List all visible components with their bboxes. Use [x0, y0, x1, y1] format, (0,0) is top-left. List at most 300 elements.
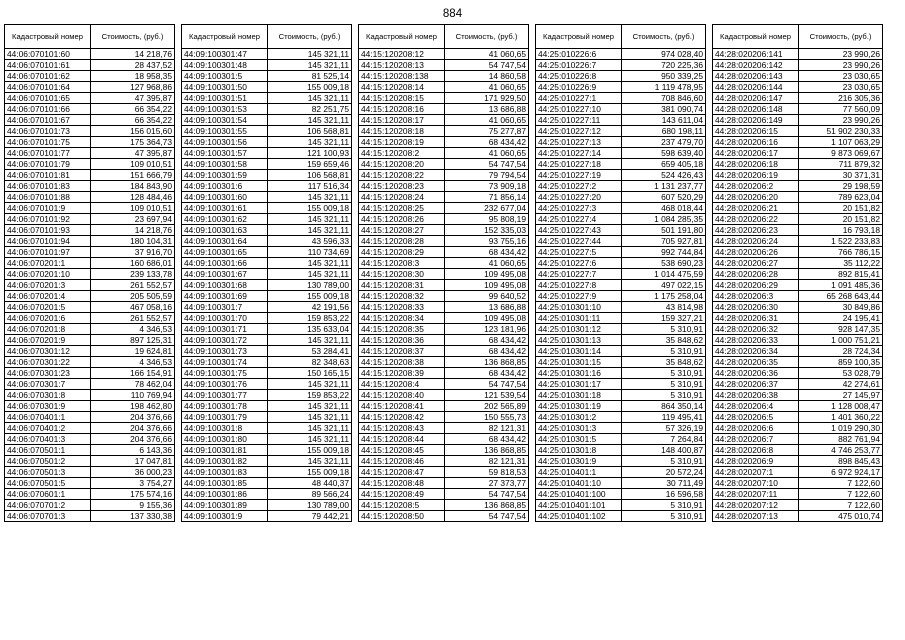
table-row	[5, 126, 175, 137]
table-row	[182, 302, 352, 313]
cost-cell: 47 395,87	[91, 148, 175, 159]
table-row	[5, 280, 175, 291]
table-row	[359, 269, 529, 280]
cadastral-number-cell: 44:25:010227:8	[536, 280, 622, 291]
table-row	[359, 181, 529, 192]
cadastral-number-cell: 44:09:100301:79	[182, 412, 268, 423]
cadastral-number-cell: 44:15:120208:30	[359, 269, 445, 280]
table-row	[182, 467, 352, 478]
cadastral-number-cell: 44:25:010227:9	[536, 291, 622, 302]
table-row	[182, 104, 352, 115]
cadastral-number-cell: 44:28:020206:7	[713, 434, 799, 445]
cadastral-number-cell: 44:09:100301:62	[182, 214, 268, 225]
cost-cell: 766 786,15	[799, 247, 883, 258]
cadastral-number-cell: 44:28:020206:18	[713, 159, 799, 170]
cadastral-number-cell: 44:09:100301:5	[182, 71, 268, 82]
cadastral-number-cell: 44:15:120208:3	[359, 258, 445, 269]
cadastral-number-cell: 44:06:070101:73	[5, 126, 91, 137]
cost-cell: 145 321,11	[268, 434, 352, 445]
table-row	[713, 467, 883, 478]
cost-cell: 5 310,91	[622, 511, 706, 522]
cadastral-number-cell: 44:06:070201:8	[5, 324, 91, 335]
cost-cell: 145 321,11	[268, 60, 352, 71]
table-row	[713, 456, 883, 467]
cadastral-number-cell: 44:15:120208:31	[359, 280, 445, 291]
cadastral-number-cell: 44:25:010301:11	[536, 313, 622, 324]
cadastral-number-cell: 44:15:120208:49	[359, 489, 445, 500]
cost-cell: 6 143,36	[91, 445, 175, 456]
cadastral-number-cell: 44:09:100301:76	[182, 379, 268, 390]
table-row	[182, 258, 352, 269]
cadastral-number-cell: 44:25:010301:10	[536, 302, 622, 313]
table-row	[359, 401, 529, 412]
table-row	[5, 324, 175, 335]
cost-cell: 607 520,29	[622, 192, 706, 203]
cost-cell: 35 848,62	[622, 335, 706, 346]
column-header-cost: Стоимость, (руб.)	[268, 25, 352, 49]
cadastral-number-cell: 44:06:070101:61	[5, 60, 91, 71]
cost-cell: 1 014 475,59	[622, 269, 706, 280]
cadastral-number-cell: 44:09:100301:69	[182, 291, 268, 302]
cadastral-number-cell: 44:28:020206:26	[713, 247, 799, 258]
table-row	[182, 412, 352, 423]
cadastral-number-cell: 44:06:070401:3	[5, 434, 91, 445]
cost-cell: 35 112,22	[799, 258, 883, 269]
cadastral-number-cell: 44:09:100301:86	[182, 489, 268, 500]
cadastral-number-cell: 44:25:010301:15	[536, 357, 622, 368]
table-row	[182, 214, 352, 225]
cadastral-table-2	[181, 24, 352, 522]
cadastral-number-cell: 44:06:070501:1	[5, 445, 91, 456]
cadastral-number-cell: 44:28:020207:11	[713, 489, 799, 500]
table-row	[359, 49, 529, 60]
table-row	[359, 214, 529, 225]
cadastral-number-cell: 44:15:120208:50	[359, 511, 445, 522]
cadastral-number-cell: 44:28:020206:143	[713, 71, 799, 82]
cost-cell: 7 122,60	[799, 500, 883, 511]
table-row	[359, 456, 529, 467]
cadastral-number-cell: 44:09:100301:66	[182, 258, 268, 269]
table-row	[5, 82, 175, 93]
cost-cell: 892 815,41	[799, 269, 883, 280]
table-row	[182, 368, 352, 379]
cadastral-number-cell: 44:25:010227:43	[536, 225, 622, 236]
cost-cell: 136 868,85	[445, 445, 529, 456]
cadastral-number-cell: 44:28:020207:10	[713, 478, 799, 489]
cost-cell: 3 754,27	[91, 478, 175, 489]
cost-cell: 109 495,08	[445, 313, 529, 324]
table-row	[359, 357, 529, 368]
cadastral-number-cell: 44:15:120208:40	[359, 390, 445, 401]
table-row	[359, 324, 529, 335]
table-row	[5, 368, 175, 379]
cadastral-number-cell: 44:25:010226:9	[536, 82, 622, 93]
cost-cell: 23 697,94	[91, 214, 175, 225]
cadastral-number-cell: 44:28:020206:2	[713, 181, 799, 192]
cost-cell: 155 009,18	[268, 291, 352, 302]
table-row	[359, 148, 529, 159]
cadastral-number-cell: 44:15:120208:35	[359, 324, 445, 335]
cost-cell: 145 321,11	[268, 137, 352, 148]
cadastral-number-cell: 44:06:070201:5	[5, 302, 91, 313]
cadastral-number-cell: 44:25:010301:8	[536, 445, 622, 456]
cadastral-number-cell: 44:15:120208:15	[359, 93, 445, 104]
cost-cell: 184 843,90	[91, 181, 175, 192]
table-row	[713, 225, 883, 236]
table-row	[713, 335, 883, 346]
cadastral-number-cell: 44:06:070201:9	[5, 335, 91, 346]
cost-cell: 110 769,94	[91, 390, 175, 401]
cost-cell: 53 028,79	[799, 368, 883, 379]
cost-cell: 66 354,22	[91, 104, 175, 115]
cost-cell: 53 284,41	[268, 346, 352, 357]
table-row	[5, 60, 175, 71]
table-row	[182, 390, 352, 401]
cost-cell: 789 623,04	[799, 192, 883, 203]
cost-cell: 145 321,11	[268, 225, 352, 236]
cost-cell: 468 018,44	[622, 203, 706, 214]
cadastral-number-cell: 44:28:020206:30	[713, 302, 799, 313]
cadastral-number-cell: 44:28:020206:148	[713, 104, 799, 115]
table-row	[182, 170, 352, 181]
table-row	[182, 313, 352, 324]
table-row	[5, 137, 175, 148]
table-row	[536, 401, 706, 412]
cost-cell: 497 022,15	[622, 280, 706, 291]
cost-cell: 9 873 069,67	[799, 148, 883, 159]
cadastral-number-cell: 44:15:120208:45	[359, 445, 445, 456]
column-header-cost: Стоимость, (руб.)	[799, 25, 883, 49]
table-row	[536, 412, 706, 423]
cadastral-number-cell: 44:28:020206:36	[713, 368, 799, 379]
cadastral-number-cell: 44:09:100301:75	[182, 368, 268, 379]
cadastral-number-cell: 44:06:070101:65	[5, 93, 91, 104]
cadastral-number-cell: 44:28:020206:142	[713, 60, 799, 71]
cadastral-number-cell: 44:28:020206:149	[713, 115, 799, 126]
table-row	[182, 357, 352, 368]
cadastral-number-cell: 44:06:070701:2	[5, 500, 91, 511]
table-row	[713, 82, 883, 93]
column-header-cadastral-number: Кадастровый номер	[182, 25, 268, 49]
cost-cell: 109 010,51	[91, 159, 175, 170]
cadastral-number-cell: 44:15:120208:48	[359, 478, 445, 489]
cadastral-number-cell: 44:06:070101:83	[5, 181, 91, 192]
table-row	[713, 258, 883, 269]
cost-cell: 974 028,40	[622, 49, 706, 60]
table-row	[182, 60, 352, 71]
table-row	[182, 181, 352, 192]
cost-cell: 928 147,35	[799, 324, 883, 335]
cadastral-number-cell: 44:15:120208:37	[359, 346, 445, 357]
table-row	[359, 302, 529, 313]
table-row	[536, 159, 706, 170]
cost-cell: 708 846,60	[622, 93, 706, 104]
table-row	[713, 148, 883, 159]
cadastral-number-cell: 44:28:020206:144	[713, 82, 799, 93]
cadastral-number-cell: 44:06:070201:3	[5, 280, 91, 291]
table-row	[5, 434, 175, 445]
table-row	[182, 500, 352, 511]
table-row	[182, 93, 352, 104]
table-row	[182, 434, 352, 445]
cost-cell: 135 633,04	[268, 324, 352, 335]
table-row	[713, 60, 883, 71]
cadastral-number-cell: 44:28:020206:9	[713, 456, 799, 467]
cadastral-number-cell: 44:06:070101:94	[5, 236, 91, 247]
table-row	[359, 225, 529, 236]
cadastral-number-cell: 44:15:120208:20	[359, 159, 445, 170]
table-row	[713, 192, 883, 203]
cadastral-number-cell: 44:15:120208:34	[359, 313, 445, 324]
table-row	[359, 71, 529, 82]
cost-cell: 14 860,58	[445, 71, 529, 82]
cost-cell: 538 690,23	[622, 258, 706, 269]
cost-cell: 71 856,14	[445, 192, 529, 203]
cost-cell: 106 568,81	[268, 126, 352, 137]
cost-cell: 57 326,19	[622, 423, 706, 434]
table-row	[713, 379, 883, 390]
cost-cell: 41 060,65	[445, 115, 529, 126]
table-row	[182, 456, 352, 467]
table-row	[536, 115, 706, 126]
cadastral-number-cell: 44:28:020206:38	[713, 390, 799, 401]
table-row	[5, 313, 175, 324]
table-row	[5, 115, 175, 126]
cadastral-number-cell: 44:28:020206:5	[713, 412, 799, 423]
cost-cell: 155 009,18	[268, 82, 352, 93]
cadastral-number-cell: 44:06:070101:88	[5, 192, 91, 203]
table-row	[536, 511, 706, 522]
table-row	[182, 82, 352, 93]
cadastral-number-cell: 44:15:120208:25	[359, 203, 445, 214]
cost-cell: 705 927,81	[622, 236, 706, 247]
cadastral-number-cell: 44:28:020206:15	[713, 126, 799, 137]
cadastral-number-cell: 44:06:070201:6	[5, 313, 91, 324]
cadastral-number-cell: 44:25:010227:3	[536, 203, 622, 214]
cadastral-number-cell: 44:15:120208:13	[359, 60, 445, 71]
cadastral-number-cell: 44:28:020206:17	[713, 148, 799, 159]
cost-cell: 180 104,31	[91, 236, 175, 247]
cadastral-number-cell: 44:09:100301:70	[182, 313, 268, 324]
cost-cell: 680 198,11	[622, 126, 706, 137]
column-header-cost: Стоимость, (руб.)	[622, 25, 706, 49]
table-row	[713, 203, 883, 214]
table-row	[536, 368, 706, 379]
table-row	[359, 280, 529, 291]
cost-cell: 5 310,91	[622, 456, 706, 467]
cost-cell: 68 434,42	[445, 137, 529, 148]
cost-cell: 7 264,84	[622, 434, 706, 445]
cost-cell: 82 251,75	[268, 104, 352, 115]
cost-cell: 82 121,31	[445, 423, 529, 434]
cost-cell: 175 574,16	[91, 489, 175, 500]
cost-cell: 4 346,53	[91, 324, 175, 335]
cadastral-number-cell: 44:28:020206:34	[713, 346, 799, 357]
cost-cell: 117 516,34	[268, 181, 352, 192]
cadastral-number-cell: 44:09:100301:68	[182, 280, 268, 291]
table-header-row	[713, 25, 883, 49]
cost-cell: 137 330,38	[91, 511, 175, 522]
cadastral-number-cell: 44:09:100301:82	[182, 456, 268, 467]
table-row	[536, 60, 706, 71]
cadastral-number-cell: 44:09:100301:58	[182, 159, 268, 170]
table-row	[713, 49, 883, 60]
cadastral-number-cell: 44:06:070501:2	[5, 456, 91, 467]
table-row	[536, 93, 706, 104]
table-row	[5, 236, 175, 247]
table-row	[713, 390, 883, 401]
table-row	[182, 137, 352, 148]
cadastral-number-cell: 44:09:100301:65	[182, 247, 268, 258]
cadastral-number-cell: 44:15:120208:26	[359, 214, 445, 225]
cost-cell: 136 868,85	[445, 500, 529, 511]
cost-cell: 130 789,00	[268, 500, 352, 511]
cost-cell: 992 744,84	[622, 247, 706, 258]
table-row	[5, 390, 175, 401]
cost-cell: 119 495,41	[622, 412, 706, 423]
cadastral-number-cell: 44:25:010301:12	[536, 324, 622, 335]
cadastral-number-cell: 44:09:100301:47	[182, 49, 268, 60]
cost-cell: 145 321,11	[268, 456, 352, 467]
cadastral-number-cell: 44:15:120208:43	[359, 423, 445, 434]
table-row	[359, 159, 529, 170]
cadastral-number-cell: 44:28:020206:35	[713, 357, 799, 368]
table-row	[359, 489, 529, 500]
table-row	[5, 269, 175, 280]
table-row	[713, 71, 883, 82]
cadastral-number-cell: 44:28:020206:147	[713, 93, 799, 104]
cadastral-number-cell: 44:15:120208:5	[359, 500, 445, 511]
cadastral-number-cell: 44:15:120208:46	[359, 456, 445, 467]
cadastral-number-cell: 44:06:070201:1	[5, 258, 91, 269]
cadastral-number-cell: 44:06:070401:1	[5, 412, 91, 423]
cost-cell: 48 440,37	[268, 478, 352, 489]
cadastral-number-cell: 44:06:070101:81	[5, 170, 91, 181]
cadastral-number-cell: 44:09:100301:80	[182, 434, 268, 445]
cadastral-number-cell: 44:25:010401:100	[536, 489, 622, 500]
cost-cell: 47 395,87	[91, 93, 175, 104]
table-row	[5, 456, 175, 467]
cost-cell: 171 929,50	[445, 93, 529, 104]
cadastral-number-cell: 44:25:010227:5	[536, 247, 622, 258]
cadastral-number-cell: 44:15:120208:39	[359, 368, 445, 379]
table-row	[536, 500, 706, 511]
cost-cell: 6 972 924,17	[799, 467, 883, 478]
cadastral-number-cell: 44:15:120208:32	[359, 291, 445, 302]
table-row	[359, 115, 529, 126]
table-row	[359, 335, 529, 346]
cadastral-number-cell: 44:09:100301:9	[182, 511, 268, 522]
cadastral-number-cell: 44:09:100301:59	[182, 170, 268, 181]
table-row	[359, 192, 529, 203]
table-row	[5, 379, 175, 390]
cost-cell: 1 131 237,77	[622, 181, 706, 192]
cadastral-number-cell: 44:06:070301:7	[5, 379, 91, 390]
cost-cell: 41 060,65	[445, 148, 529, 159]
table-row	[713, 368, 883, 379]
cost-cell: 106 568,81	[268, 170, 352, 181]
cadastral-table-5	[712, 24, 883, 522]
cadastral-number-cell: 44:15:120208:23	[359, 181, 445, 192]
table-row	[359, 368, 529, 379]
table-row	[713, 423, 883, 434]
table-row	[536, 192, 706, 203]
cost-cell: 1 175 258,04	[622, 291, 706, 302]
cost-cell: 66 354,22	[91, 115, 175, 126]
table-row	[536, 324, 706, 335]
cost-cell: 159 659,46	[268, 159, 352, 170]
cadastral-number-cell: 44:06:070101:66	[5, 104, 91, 115]
cadastral-number-cell: 44:25:010227:19	[536, 170, 622, 181]
cadastral-number-cell: 44:09:100301:71	[182, 324, 268, 335]
table-row	[359, 313, 529, 324]
table-row	[536, 313, 706, 324]
table-row	[5, 357, 175, 368]
cost-cell: 20 151,82	[799, 203, 883, 214]
table-row	[713, 236, 883, 247]
cost-cell: 711 879,32	[799, 159, 883, 170]
cost-cell: 82 348,63	[268, 357, 352, 368]
cadastral-number-cell: 44:25:010301:3	[536, 423, 622, 434]
cost-cell: 1 107 063,29	[799, 137, 883, 148]
table-row	[536, 379, 706, 390]
cadastral-number-cell: 44:06:070101:97	[5, 247, 91, 258]
table-row	[359, 434, 529, 445]
column-header-cadastral-number: Кадастровый номер	[536, 25, 622, 49]
table-row	[536, 302, 706, 313]
cost-cell: 381 090,74	[622, 104, 706, 115]
cost-cell: 95 808,19	[445, 214, 529, 225]
table-row	[536, 269, 706, 280]
cadastral-number-cell: 44:28:020206:33	[713, 335, 799, 346]
cadastral-number-cell: 44:09:100301:78	[182, 401, 268, 412]
cadastral-number-cell: 44:28:020206:37	[713, 379, 799, 390]
cost-cell: 20 151,82	[799, 214, 883, 225]
table-row	[713, 291, 883, 302]
cadastral-table-4	[535, 24, 706, 522]
cadastral-number-cell: 44:09:100301:64	[182, 236, 268, 247]
cadastral-number-cell: 44:15:120208:29	[359, 247, 445, 258]
cadastral-number-cell: 44:15:120208:4	[359, 379, 445, 390]
cost-cell: 524 426,43	[622, 170, 706, 181]
cadastral-number-cell: 44:09:100301:60	[182, 192, 268, 203]
cost-cell: 7 122,60	[799, 489, 883, 500]
cadastral-number-cell: 44:28:020206:24	[713, 236, 799, 247]
cadastral-number-cell: 44:25:010227:11	[536, 115, 622, 126]
cadastral-number-cell: 44:09:100301:85	[182, 478, 268, 489]
cost-cell: 5 310,91	[622, 390, 706, 401]
cost-cell: 30 849,86	[799, 302, 883, 313]
table-row	[536, 445, 706, 456]
cost-cell: 4 746 253,77	[799, 445, 883, 456]
cadastral-number-cell: 44:09:100301:63	[182, 225, 268, 236]
cost-cell: 18 958,35	[91, 71, 175, 82]
table-row	[536, 181, 706, 192]
cost-cell: 109 495,08	[445, 269, 529, 280]
cost-cell: 65 268 643,44	[799, 291, 883, 302]
table-row	[536, 291, 706, 302]
cost-cell: 77 560,09	[799, 104, 883, 115]
cadastral-number-cell: 44:09:100301:55	[182, 126, 268, 137]
cost-cell: 143 611,04	[622, 115, 706, 126]
table-row	[5, 49, 175, 60]
cost-cell: 93 755,16	[445, 236, 529, 247]
cadastral-number-cell: 44:15:120208:19	[359, 137, 445, 148]
cadastral-number-cell: 44:06:070101:67	[5, 115, 91, 126]
cost-cell: 261 552,57	[91, 313, 175, 324]
table-row	[5, 291, 175, 302]
cadastral-number-cell: 44:28:020206:31	[713, 313, 799, 324]
